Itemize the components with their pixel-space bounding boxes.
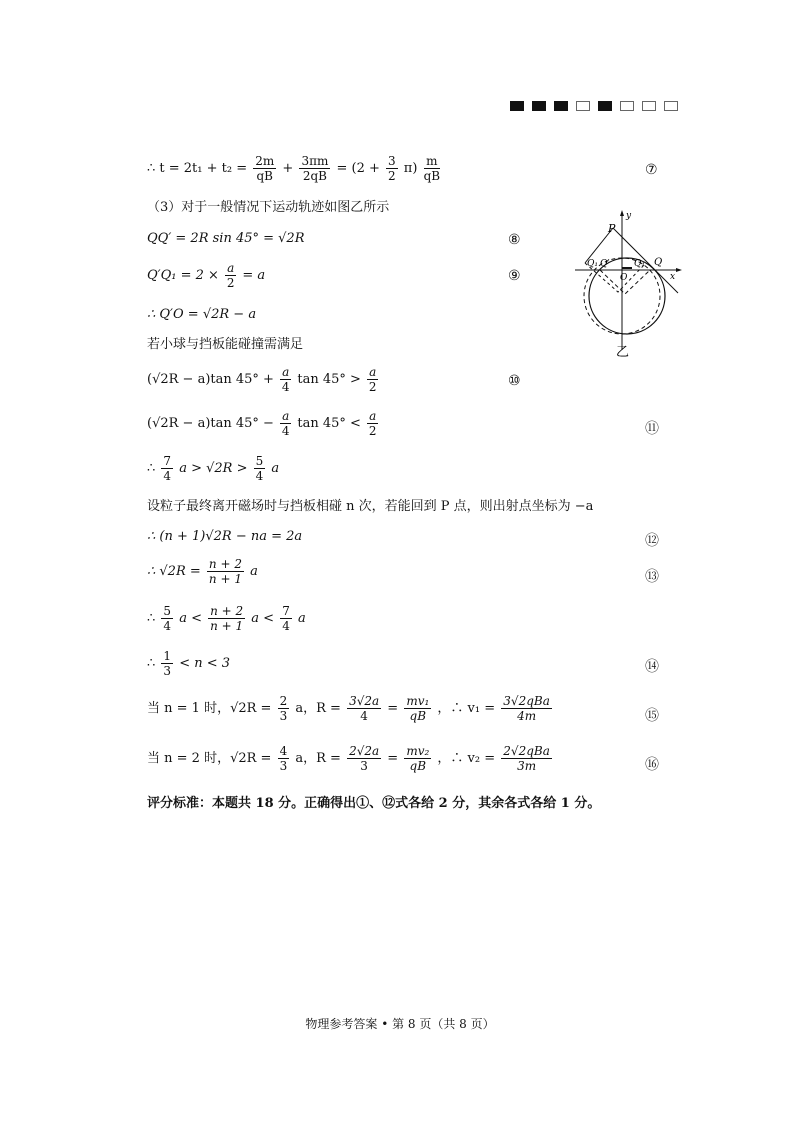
eq7-number: ⑦ <box>645 162 658 178</box>
label-Q1-left: Q₁ <box>587 259 598 269</box>
eq7-lhs: ∴ t = 2t₁ + t₂ = <box>147 161 252 176</box>
progress-mark <box>598 101 612 111</box>
equation-13: ∴ √2R = $\frac{n + 2}{n + 1}$ a <box>147 557 258 586</box>
scoring-criteria: 评分标准：本题共 18 分。正确得出①、⑫式各给 2 分，其余各式各给 1 分。 <box>147 796 601 811</box>
equation-11: (√2R − a)tan 45° − $\frac{a}{4}$ tan 45° < $\frac{a}{2}$ <box>147 409 377 438</box>
page-footer: 物理参考答案 • 第 8 页（共 8 页） <box>305 1017 495 1031</box>
eq11-number: ⑪ <box>645 421 659 437</box>
progress-mark <box>576 101 590 111</box>
label-Q1-right: Q₁ <box>634 259 645 269</box>
equation-QO: ∴ Q′O = √2R − a <box>147 307 257 322</box>
progress-marks <box>0 0 800 1</box>
eq7-frac1: $\frac{2m}{qB}$ <box>255 154 275 183</box>
inequality-R: ∴ $\frac{7}{4}$ a > √2R > $\frac{5}{4}$ a <box>147 454 280 483</box>
eq14-number: ⑭ <box>645 659 659 675</box>
equation-7: ∴ t = 2t₁ + t₂ = $\frac{2m}{qB}$ + $\frac{3\pi m}{2qB}$ = (2 + $\frac{3}{2}$ π) $\frac{m}{qB}$ <box>147 154 441 183</box>
eq7-frac3: $\frac{3}{2}$ <box>388 154 396 183</box>
label-P: P <box>608 222 616 235</box>
eq7-frac4: $\frac{m}{qB}$ <box>423 154 441 183</box>
label-Q: Q <box>654 257 663 268</box>
eq13-number: ⑬ <box>645 569 659 585</box>
progress-mark <box>620 101 634 111</box>
trajectory-circle <box>589 258 665 334</box>
equation-9: Q′Q₁ = 2 × $\frac{a}{2}$ = a <box>147 261 266 290</box>
equation-15: 当 n = 1 时，√2R = $\frac{2}{3}$ a，R = $\frac{3√2a}{4}$ = $\frac{\text{mv₁}}{qB}$ ，∴ v₁ = $\frac{\text{3√2qBa}}{4m}$ <box>147 694 550 723</box>
label-x: x <box>670 272 676 282</box>
eq7-frac2: $\frac{3\pi m}{2qB}$ <box>301 154 329 183</box>
collision-count-statement: 设粒子最终离开磁场时与挡板相碰 n 次，若能回到 P 点，则出射点坐标为 −a <box>147 499 594 514</box>
equation-10: (√2R − a)tan 45° + $\frac{a}{4}$ tan 45° > $\frac{a}{2}$ <box>147 365 377 394</box>
inequality-n: ∴ $\frac{5}{4}$ a < $\frac{n + 2}{n + 1}$ a < $\frac{7}{4}$ a <box>147 604 306 633</box>
collision-condition: 若小球与挡板能碰撞需满足 <box>147 337 304 352</box>
label-y: y <box>626 211 632 221</box>
equation-8: QQ′ = 2R sin 45° = √2R <box>147 231 305 246</box>
figure-label: 乙 <box>616 345 630 358</box>
label-O: O <box>620 273 628 283</box>
progress-mark <box>642 101 656 111</box>
eq10-number: ⑩ <box>508 373 521 389</box>
equation-16: 当 n = 2 时，√2R = $\frac{4}{3}$ a，R = $\frac{2√2a}{3}$ = $\frac{\text{mv₂}}{qB}$ ，∴ v₂ = $\frac{\text{2√2qBa}}{3m}$ <box>147 744 550 773</box>
eq12-number: ⑫ <box>645 533 659 549</box>
progress-mark <box>664 101 678 111</box>
trajectory-figure <box>570 208 685 358</box>
progress-mark <box>510 101 524 111</box>
incident-ray <box>613 228 678 293</box>
part3-heading: （3）对于一般情况下运动轨迹如图乙所示 <box>147 200 390 215</box>
progress-mark <box>532 101 546 111</box>
eq9-number: ⑨ <box>508 268 521 284</box>
eq15-number: ⑮ <box>645 708 659 724</box>
progress-mark <box>554 101 568 111</box>
equation-12: ∴ (n + 1)√2R − na = 2a <box>147 529 303 544</box>
equation-14: ∴ $\frac{1}{3}$ < n < 3 <box>147 649 231 678</box>
eq16-number: ⑯ <box>645 757 659 773</box>
label-Qprime: Q′ <box>600 259 610 269</box>
eq8-number: ⑧ <box>508 232 521 248</box>
